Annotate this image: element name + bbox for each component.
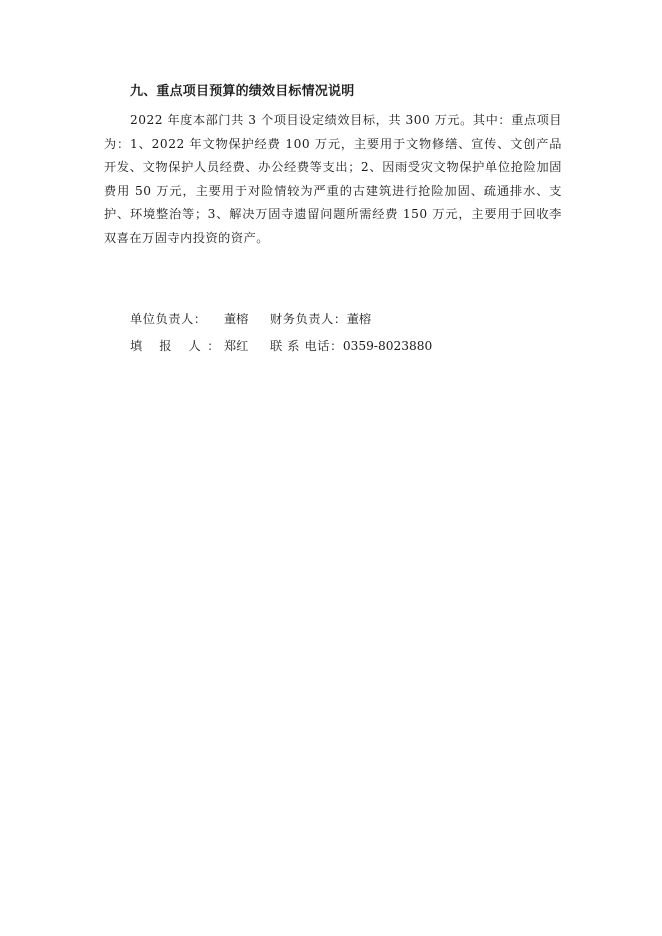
finance-head-label: 财务负责人： [270,312,347,326]
phone-label: 联 系 电话： [270,339,343,353]
signature-row-heads [130,310,371,328]
section-heading: 九、重点项目预算的绩效目标情况说明 [130,84,355,99]
unit-head-name: 董榕 [224,312,249,326]
filler-name: 郑红 [224,339,249,353]
signature-row-filler [130,337,432,355]
filler-label: 填 报 人： [130,339,227,353]
finance-head-name: 董榕 [346,312,372,326]
phone-value: 0359-8023880 [342,339,433,353]
section-paragraph: 2022 年度本部门共 3 个项目设定绩效目标，共 300 万元。其中：重点项目为：1、2022 年文物保护经费 100 万元，主要用于文物修缮、宣传、文创产品开发、文物保护人员经费、办公经费等支出；2、因雨受灾文物保护单位抢险加固费用 50 万元，主要用于对险情较为严重的古建筑进行抢险加固、疏通排水、支护、环境整治等；3、解决万固寺遗留问题所需经费 150 万元，主要用于回收李双喜在万固寺内投资的资产。 [104,113,562,245]
unit-head-label: 单位负责人： [130,312,207,326]
